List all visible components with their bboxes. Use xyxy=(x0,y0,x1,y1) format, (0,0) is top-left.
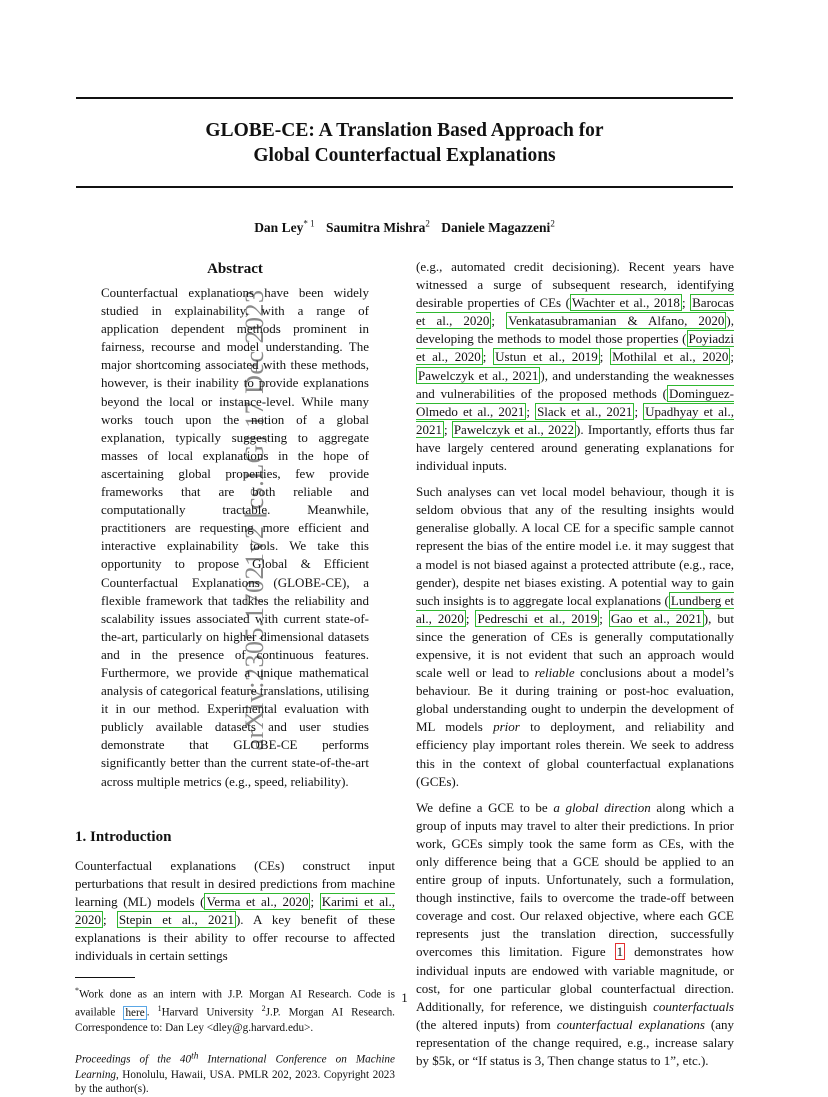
citation-link[interactable]: Lundberg et al., 2020 xyxy=(416,592,735,626)
abstract-body: Counterfactual explanations have been widely studied in explainability, with a range of application dependent methods prominent in fairness, recourse and model understanding. The major shortcoming associated with these methods, however, is their inability to provide explanations beyond the local or instance-level. While many works touch upon the notion of a global explanation, typically suggesting to aggregate masses of local explanations in the hope of ascertaining global properties, few provide frameworks that are both reliable and computationally tractable. Meanwhile, practitioners are requesting more efficient and interactive explainability tools. We take this opportunity to propose Global & Efficient Counterfactual Explanations (GLOBE-CE), a flexible framework that tackles the reliability and scalability issues associated with current state-of-the-art, particularly on higher dimensional datasets and in the presence of continuous features. Furthermore, we provide a unique mathematical analysis of categorical feature translations, utilising it in our method. Experimental evaluation with publicly available datasets and user studies demonstrate that GLOBE-CE performs significantly better than the current state-of-the-art across multiple metrics (e.g., speed, reliability). xyxy=(101,285,369,789)
citation-link[interactable]: Slack et al., 2021 xyxy=(537,403,633,419)
emphasis: reliable xyxy=(534,665,575,681)
author-list xyxy=(76,214,733,237)
intro-paragraph xyxy=(75,857,395,966)
text-run: to deployment, and reliability and efficiency play important roles therein. We seek to address this in the context of global counterfactual explanations (GCEs). xyxy=(416,719,734,789)
text-run: ), developing the methods to model those properties ( xyxy=(416,313,734,347)
right-column xyxy=(416,258,734,1078)
text-run: Counterfactual explanations (CEs) construct input perturbations that result in desired predictions from machine learning (ML) models ( xyxy=(75,857,395,909)
text-run: ), and understanding the weaknesses and vulnerabilities of the proposed methods ( xyxy=(416,367,734,401)
title-line-1: GLOBE-CE: A Translation Based Approach for xyxy=(205,120,604,141)
text-run: . xyxy=(146,1007,158,1020)
footnote-mark: * xyxy=(75,986,79,996)
text-run: along which a group of inputs may travel to alter their predictions. In prior work, GCEs simply took the same form as CEs, with the only difference being that a GCE should be applied to an entire group of inputs. Unfortunately, such a formulation, though instinctive, fails to overcome the trade-off between coverage and cost. Our relaxed objective, where each GCE represents just the translation direction, successfully overcomes this limitation. Figure xyxy=(416,799,734,960)
proceedings-note xyxy=(75,1049,395,1097)
emphasis: prior xyxy=(493,719,520,735)
arxiv-stamp: arXiv:2305.17021v2 [cs.LG] 17 Dec 2023 xyxy=(240,289,269,751)
citation-link[interactable]: Dominguez-Olmedo et al., 2021 xyxy=(416,385,734,419)
citation-link[interactable]: Pawelczyk et al., 2021 xyxy=(418,367,539,383)
footnote-rule xyxy=(75,977,135,978)
text-run: demonstrates how individual inputs are endowed with variable magnitude, or cost, for one particular global counterfactual direction. Additionally, for reference, we distinguish xyxy=(416,944,734,1014)
citation-link[interactable]: Gao et al., 2021 xyxy=(610,610,702,626)
emphasis: counterfactuals xyxy=(653,998,734,1014)
title-line-2: Global Counterfactual Explanations xyxy=(253,145,556,166)
text-run: ). A key benefit of these explanations is their ability to offer recourse to affected individuals in certain settings xyxy=(75,911,395,964)
text-run: We define a GCE to be xyxy=(416,799,554,815)
author-1 xyxy=(254,220,314,235)
citation-link[interactable]: Wachter et al., 2018 xyxy=(572,295,680,311)
text-run: Work done as an intern with J.P. Morgan AI Research. Code is available xyxy=(75,988,395,1020)
citation-link[interactable]: Barocas et al., 2020 xyxy=(416,295,734,329)
citation-link[interactable]: Venkatasubramanian & Alfano, 2020 xyxy=(508,313,725,329)
citation-link[interactable]: Ustun et al., 2019 xyxy=(495,349,598,365)
text-run: Such analyses can vet local model behaviour, though it is seldom obvious that any of the resulting insights would generalise globally. A local CE for a specific sample cannot represent the bias of the entire model i.e. it may suggest that a model is not biased against a protected attribute (e.g., race, gender), despite net biases existing. A potential way to gain such insights is to aggregate local explanations ( xyxy=(416,484,734,608)
citation-link[interactable]: Verma et al., 2020 xyxy=(206,893,309,909)
citation-link[interactable]: Karimi et al., 2020 xyxy=(75,893,395,927)
paper-title xyxy=(76,118,733,168)
abstract-heading: Abstract xyxy=(207,261,263,277)
text-run: ). Importantly, efforts thus far have largely centered around generating explanations for individual inputs. xyxy=(416,421,735,474)
left-column xyxy=(75,258,395,1097)
text-run: Harvard University xyxy=(161,1007,262,1020)
citation-link[interactable]: Poyiadzi et al., 2020 xyxy=(416,331,734,365)
author-name: Daniele Magazzeni xyxy=(441,219,551,235)
text-run: J.P. Morgan AI Research. Correspondence to: Dan Ley <dley@g.harvard.edu>. xyxy=(75,1007,395,1034)
author-affil: 2 xyxy=(550,218,555,228)
author-affil: 2 xyxy=(425,218,430,228)
text-run: conclusions about a model’s behaviour. Be it during training or post-hoc evaluation, global understanding ought to underpin the development of ML models xyxy=(416,665,734,735)
citation-link[interactable]: Pawelczyk et al., 2022 xyxy=(453,421,575,437)
text-run: (the altered inputs) from xyxy=(416,1016,557,1032)
citation-link[interactable]: Upadhyay et al., 2021 xyxy=(416,403,734,437)
author-2 xyxy=(326,220,430,235)
text-run: ; xyxy=(310,893,320,909)
citation-link[interactable]: Stepin et al., 2021 xyxy=(118,911,234,927)
text-run: Proceedings of the 40 xyxy=(75,1053,192,1066)
affil-mark: 1 xyxy=(157,1004,162,1014)
figure-link[interactable]: 1 xyxy=(616,944,624,960)
code-link[interactable]: here xyxy=(125,1007,145,1020)
text-run: (e.g., automated credit decisioning). Recent years have witnessed a surge of subsequent research, identifying desirable properties of CEs ( xyxy=(416,259,734,311)
emphasis: counterfactual explanations xyxy=(556,1016,705,1032)
section-heading-introduction: 1. Introduction xyxy=(75,828,172,845)
citation-link[interactable]: Mothilal et al., 2020 xyxy=(612,349,729,365)
author-name: Saumitra Mishra xyxy=(325,219,426,235)
author-name: Dan Ley xyxy=(254,219,304,235)
text-run: th xyxy=(191,1051,199,1062)
intro-paragraph: Such analyses can vet local model behaviour, though it is seldom obvious that any of the resulting insights would generalise globally. A local CE for a specific sample cannot represent the bias of the entire model i.e. it may suggest that a model is not biased against a protected attribute (e.g., race, gender), despite net biases existing. A potential way to gain such insights is to aggregate local explanations ( Lundberg et al., 2020 ; Pedreschi et al., 2019 ; Gao et al., 2021 ), but since the generation of CEs is generally computationally expensive, it is not evident that such an approach would scale well or lead to reliable conclusions about a model’s behaviour. Be it during training or post-hoc evaluation, global understanding ought to underpin the development of ML models prior to deployment, and reliability and efficiency play important roles therein. We seek to address this in the context of global counterfactual explanations (GCEs). xyxy=(416,484,735,789)
text-run: International Conference on Machine Learning xyxy=(75,1053,395,1081)
text-run: , Honolulu, Hawaii, USA. PMLR 202, 2023. Copyright 2023 by the author(s). xyxy=(75,1068,395,1096)
text-run: ; xyxy=(103,911,117,927)
affil-mark: 2 xyxy=(261,1004,266,1014)
citation-link[interactable]: Pedreschi et al., 2019 xyxy=(477,610,598,626)
author-3 xyxy=(441,220,555,235)
intro-paragraph xyxy=(416,799,734,1070)
title-bottom-rule xyxy=(76,186,733,188)
emphasis: a global direction xyxy=(553,799,651,815)
intro-paragraph: (e.g., automated credit decisioning). Recent years have witnessed a surge of subsequent research, identifying desirable properties of CEs ( Wachter et al., 2018 ; Barocas et al., 2020 ; Venkatasubramanian & Alfano, 2020 ), developing the methods to model those properties ( Poyiadzi et al., 2020 ; Ustun et al., 2019 ; Mothilal et al., 2020 ; Pawelczyk et al., 2021 ), and understanding the weaknesses and vulnerabilities of the proposed methods ( Dominguez-Olmedo et al., 2021 ; Slack et al., 2021 ; Upadhyay et al., 2021 ; Pawelczyk et al., 2022 ). Importantly, efforts thus far have largely centered around generating explanations for individual inputs. xyxy=(416,259,735,474)
text-run: (any representation of the change required, e.g., increase salary by $5k, or “If status is 3, Then change status to 1”, etc.). xyxy=(416,1016,734,1069)
title-top-rule xyxy=(76,97,733,99)
author-affil: * 1 xyxy=(303,218,315,228)
page-number: 1 xyxy=(401,990,408,1005)
text-run: ), but since the generation of CEs is generally computationally expensive, it is not evident that such an approach would scale well or lead to xyxy=(416,610,734,681)
